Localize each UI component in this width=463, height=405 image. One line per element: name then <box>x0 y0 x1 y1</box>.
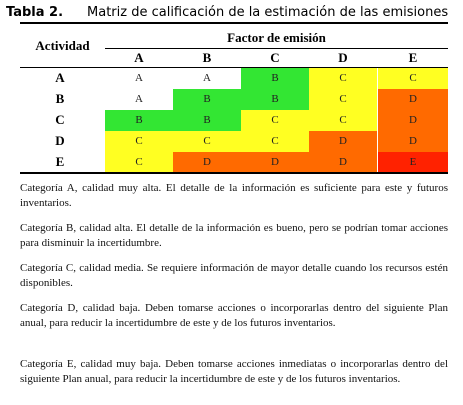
row-label-e: E <box>55 154 65 169</box>
matrix-cell: D <box>173 152 241 173</box>
matrix-cell: D <box>241 152 309 173</box>
column-header-a: A <box>134 50 144 65</box>
row-label-d: D <box>55 133 65 148</box>
matrix-cell: C <box>241 131 309 152</box>
matrix-cell: C <box>105 131 173 152</box>
description-b: Categoría B, calidad alta. El detalle de la información es bueno, pero se podrían tomar acciones para disminuir la incertidumbre. <box>20 222 448 249</box>
column-header-b: B <box>202 50 212 65</box>
matrix-cell: B <box>173 89 241 110</box>
matrix-cell: A <box>173 68 241 89</box>
description-e: Categoría E, calidad muy baja. Deben tomarse acciones inmediatas o incorporarlas dentro del siguiente Plan anual, para reducir la incertidumbre de este y de los futuros inventarios. <box>20 358 448 385</box>
matrix-cell: A <box>105 68 173 89</box>
description-d: Categoría D, calidad baja. Deben tomarse acciones o incorporarlas dentro del siguiente Plan anual, para reducir la incertidumbre de este y de los futuros inventarios. <box>20 302 448 329</box>
column-group-header: Factor de emisión <box>227 30 326 45</box>
matrix-cell: B <box>241 89 309 110</box>
table-caption: Matriz de calificación de la estimación de las emisiones <box>87 5 449 20</box>
bottom-rule <box>20 172 448 174</box>
matrix-cell: C <box>173 131 241 152</box>
column-header-e: E <box>408 50 418 65</box>
matrix-cell: C <box>105 152 173 173</box>
row-label-b: B <box>55 91 65 106</box>
matrix-cell: B <box>173 110 241 131</box>
table-title <box>6 3 448 21</box>
table-number: Tabla 2. <box>6 5 64 20</box>
matrix-cell: C <box>378 68 448 89</box>
row-label-a: A <box>55 70 65 85</box>
matrix-cell: D <box>309 152 377 173</box>
matrix-cell: E <box>378 152 448 173</box>
matrix-cell: C <box>309 110 377 131</box>
matrix-cell: C <box>309 89 377 110</box>
matrix-cell: A <box>105 89 173 110</box>
matrix-cell: C <box>309 68 377 89</box>
column-header-c: C <box>270 50 280 65</box>
matrix-cell: B <box>241 68 309 89</box>
top-rule <box>20 22 448 24</box>
description-a: Categoría A, calidad muy alta. El detalle de la información es suficiente para este y futuros inventarios. <box>20 182 448 209</box>
matrix-cell: B <box>105 110 173 131</box>
matrix-cell: C <box>241 110 309 131</box>
matrix-cell: D <box>309 131 377 152</box>
row-label-c: C <box>55 112 65 127</box>
matrix-cell: D <box>378 89 448 110</box>
matrix-cell: D <box>378 131 448 152</box>
matrix-cell: D <box>378 110 448 131</box>
description-c: Categoría C, calidad media. Se requiere información de mayor detalle cuando los recursos estén disponibles. <box>20 262 448 289</box>
row-header: Actividad <box>35 38 90 53</box>
column-header-d: D <box>338 50 348 65</box>
